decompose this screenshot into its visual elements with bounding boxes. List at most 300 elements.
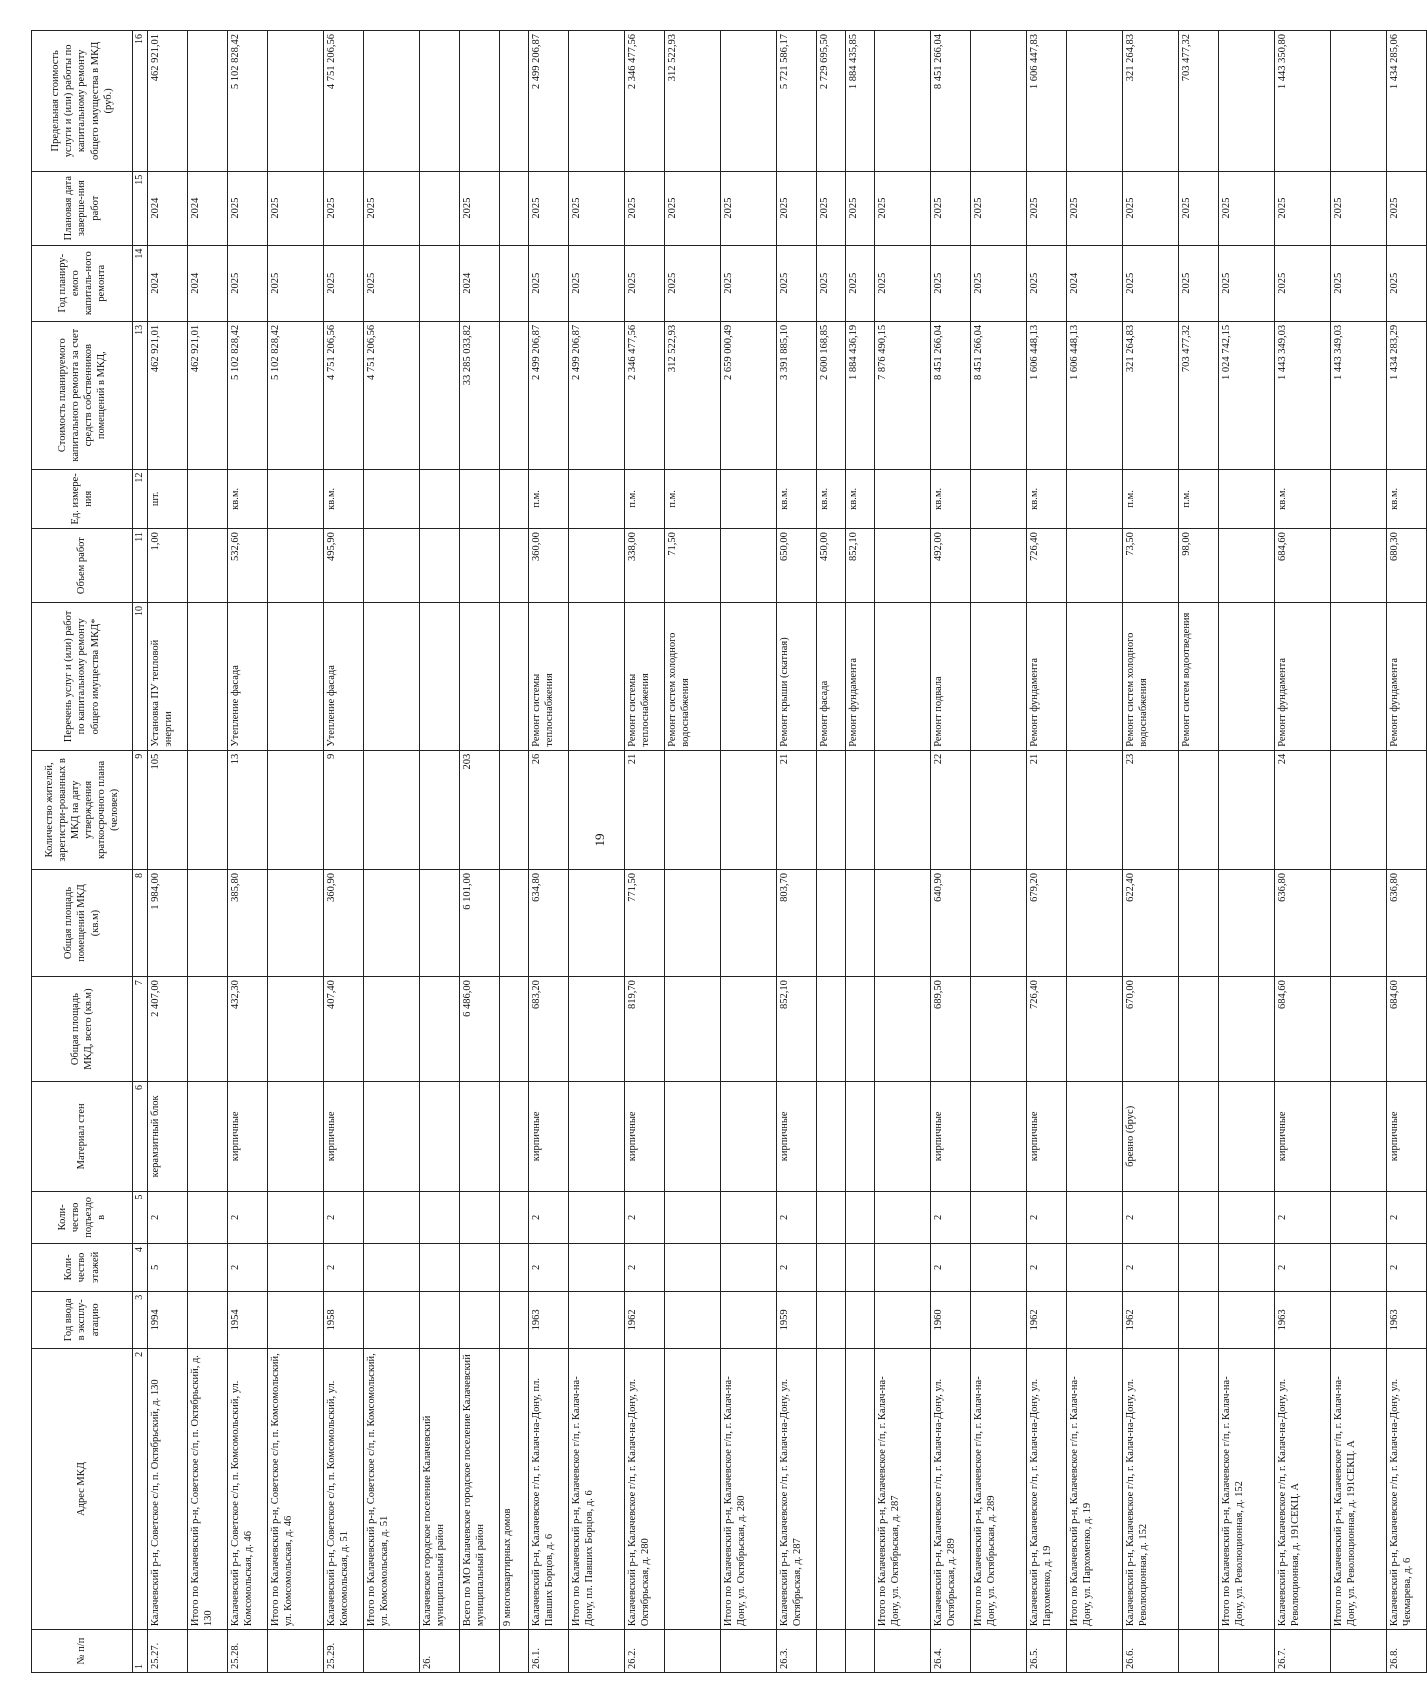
table-cell: 26.3. — [777, 1630, 817, 1673]
table-cell — [1179, 977, 1219, 1082]
table-cell: 650,00 — [777, 529, 817, 603]
table-cell: 98,00 — [1179, 529, 1219, 603]
table-cell — [460, 1244, 500, 1292]
table-cell: 2 — [324, 1191, 364, 1243]
table-cell — [569, 529, 625, 603]
table-cell — [364, 1291, 420, 1348]
table-cell: Ремонт систем холодного водоснабжения — [665, 603, 721, 751]
table-cell — [364, 869, 420, 976]
table-cell — [460, 1630, 500, 1673]
table-cell — [1179, 1244, 1219, 1292]
column-header: Количество жителей, зарегистри-рованных в МКД на дату утверждения краткосрочного плана (человек) — [32, 750, 133, 869]
table-cell — [721, 977, 777, 1082]
table-cell — [500, 245, 529, 321]
table-cell: 2025 — [1275, 171, 1331, 245]
table-cell: Итого по Калачевский р-н, Калачевское г/п, г. Калач-на-Дону, ул. Октябрьская, д. 289 — [971, 1348, 1027, 1629]
column-number: 2 — [133, 1348, 148, 1629]
table-cell: п.м. — [1123, 469, 1179, 529]
table-cell: 2 600 168,85 — [817, 321, 846, 469]
table-cell: 25.27. — [148, 1630, 188, 1673]
table-cell: 1 606 447,83 — [1027, 31, 1067, 172]
table-cell: 2 499 206,87 — [529, 31, 569, 172]
table-cell — [1219, 750, 1275, 869]
table-cell: 6 101,00 — [460, 869, 500, 976]
table-cell: Ремонт фундамента — [846, 603, 875, 751]
table-cell — [1219, 1191, 1275, 1243]
table-cell: 71,50 — [665, 529, 721, 603]
table-cell — [665, 869, 721, 976]
table-cell — [268, 529, 324, 603]
table-cell: кирпичные — [529, 1082, 569, 1192]
table-row — [228, 31, 268, 1673]
table-cell — [721, 469, 777, 529]
table-cell: 495,90 — [324, 529, 364, 603]
table-cell: 4 751 206,56 — [324, 31, 364, 172]
table-cell: 852,10 — [777, 977, 817, 1082]
table-cell: 2024 — [188, 245, 228, 321]
table-cell — [460, 31, 500, 172]
table-cell — [1387, 750, 1427, 869]
table-cell: 2025 — [1387, 171, 1427, 245]
table-cell: Итого по Калачевский р-н, Калачевское г/п, г. Калач-на-Дону, ул. Пархоменко, д. 19 — [1067, 1348, 1123, 1629]
column-number: 13 — [133, 321, 148, 469]
table-cell — [875, 1291, 931, 1348]
column-header: Год планиру-емого капиталь-ного ремонта — [32, 245, 133, 321]
table-cell: Калачевский р-н, Калачевское г/п, г. Калач-на-Дону, ул. Чекмарева, д. 6 — [1387, 1348, 1427, 1629]
table-cell — [1067, 977, 1123, 1082]
table-cell — [665, 977, 721, 1082]
table-cell: 1994 — [148, 1291, 188, 1348]
column-number: 10 — [133, 603, 148, 751]
table-cell: Калачевский р-н, Калачевское г/п, г. Калач-на-Дону, ул. Октябрьская, д. 287 — [777, 1348, 817, 1629]
table-cell: 2025 — [931, 171, 971, 245]
column-header: Коли-чество подъездо в — [32, 1191, 133, 1243]
table-cell — [721, 1082, 777, 1192]
table-cell — [268, 603, 324, 751]
table-cell: 5 102 828,42 — [228, 321, 268, 469]
table-cell — [460, 469, 500, 529]
table-cell — [817, 750, 846, 869]
table-cell: Ремонт подвала — [931, 603, 971, 751]
table-cell — [460, 1082, 500, 1192]
table-cell — [569, 1244, 625, 1292]
table-cell: Ремонт систем водоотведения — [1179, 603, 1219, 751]
table-cell: кв.м. — [931, 469, 971, 529]
table-cell — [500, 1082, 529, 1192]
table-cell: 1 984,00 — [148, 869, 188, 976]
table-cell — [1219, 603, 1275, 751]
table-cell: Калачевский р-н, Калачевское г/п, г. Калач-на-Дону, ул. Октябрьская, д. 289 — [931, 1348, 971, 1629]
table-cell: 4 751 206,56 — [324, 321, 364, 469]
table-cell: 2 — [1275, 1244, 1331, 1292]
table-cell: 2 499 206,87 — [569, 321, 625, 469]
table-cell — [846, 1630, 875, 1673]
table-row — [1027, 31, 1067, 1673]
table-row — [721, 31, 777, 1673]
table-cell — [665, 1348, 721, 1629]
table-cell — [500, 321, 529, 469]
table-cell: 25.29. — [324, 1630, 364, 1673]
table-cell — [420, 977, 460, 1082]
table-cell: Калачевский р-н, Калачевское г/п, г. Калач-на-Дону, ул. Октябрьская, д. 280 — [625, 1348, 665, 1629]
table-cell — [875, 750, 931, 869]
table-cell: 2025 — [721, 245, 777, 321]
table-cell: 8 451 266,04 — [931, 321, 971, 469]
table-cell — [1219, 1291, 1275, 1348]
table-cell: 312 522,93 — [665, 321, 721, 469]
table-cell: 6 486,00 — [460, 977, 500, 1082]
table-cell: 636,80 — [1275, 869, 1331, 976]
table-cell: 26.8. — [1387, 1630, 1427, 1673]
table-cell — [1067, 529, 1123, 603]
table-cell — [1331, 750, 1387, 869]
table-cell: 679,20 — [1027, 869, 1067, 976]
table-row — [420, 31, 460, 1673]
table-cell: 2 499 206,87 — [529, 321, 569, 469]
table-cell — [817, 1291, 846, 1348]
table-cell: Ремонт систем холодного водоснабжения — [1123, 603, 1179, 751]
table-cell — [500, 750, 529, 869]
table-cell: Ремонт фундамента — [1275, 603, 1331, 751]
table-cell: 2 — [625, 1244, 665, 1292]
table-cell — [268, 1291, 324, 1348]
table-row — [1331, 31, 1387, 1673]
table-cell: 2025 — [846, 171, 875, 245]
table-cell: Калачевский р-н, Калачевское г/п, г. Калач-на-Дону, ул. Революционная, д. 152 — [1123, 1348, 1179, 1629]
table-cell: 5 — [148, 1244, 188, 1292]
table-cell — [500, 977, 529, 1082]
table-cell: п.м. — [1179, 469, 1219, 529]
column-number: 9 — [133, 750, 148, 869]
table-cell: 2025 — [1179, 171, 1219, 245]
column-header: Перечень услуг и (или) работ по капитальному ремонту общего имущества МКД* — [32, 603, 133, 751]
table-cell: бревно (брус) — [1123, 1082, 1179, 1192]
table-cell: 26.2. — [625, 1630, 665, 1673]
table-cell — [1067, 469, 1123, 529]
table-cell — [1179, 1082, 1219, 1192]
table-cell — [1067, 750, 1123, 869]
table-cell: 2 — [1027, 1191, 1067, 1243]
table-cell: 2025 — [228, 171, 268, 245]
table-cell — [188, 869, 228, 976]
table-cell: 1 443 349,03 — [1275, 321, 1331, 469]
table-cell: 2 — [529, 1244, 569, 1292]
table-cell: кирпичные — [1027, 1082, 1067, 1192]
column-number: 15 — [133, 171, 148, 245]
table-cell: 4 751 206,56 — [364, 321, 420, 469]
table-cell: кв.м. — [324, 469, 364, 529]
table-cell — [460, 603, 500, 751]
table-cell: Итого по Калачевский р-н, Советское с/п, п. Комсомольский, ул. Комсомольская, д. 51 — [364, 1348, 420, 1629]
table-cell: 203 — [460, 750, 500, 869]
table-cell: 5 721 586,17 — [777, 31, 817, 172]
table-cell — [665, 1244, 721, 1292]
table-cell: 2025 — [1027, 245, 1067, 321]
table-cell: 5 102 828,42 — [228, 31, 268, 172]
table-cell — [569, 1082, 625, 1192]
table-cell — [1331, 1630, 1387, 1673]
table-row — [971, 31, 1027, 1673]
table-cell — [875, 977, 931, 1082]
table-cell — [721, 1291, 777, 1348]
table-cell: 726,40 — [1027, 977, 1067, 1082]
table-cell: 2 — [324, 1244, 364, 1292]
table-cell — [364, 529, 420, 603]
table-cell — [1331, 1191, 1387, 1243]
column-header: Ед. измере-ния — [32, 469, 133, 529]
page-number: 19 — [592, 833, 607, 847]
table-cell: 634,80 — [529, 869, 569, 976]
table-cell: 9 многоквартирных домов — [500, 1348, 529, 1629]
table-cell — [188, 1191, 228, 1243]
table-cell — [569, 469, 625, 529]
table-cell — [364, 31, 420, 172]
table-cell: 2025 — [846, 245, 875, 321]
table-cell — [364, 750, 420, 869]
table-cell: 9 — [324, 750, 364, 869]
header-row — [32, 31, 133, 1673]
table-row — [324, 31, 364, 1673]
column-header: № п/п — [32, 1630, 133, 1673]
table-cell — [971, 529, 1027, 603]
table-cell — [971, 750, 1027, 869]
table-cell: 21 — [777, 750, 817, 869]
table-cell: 2025 — [1219, 171, 1275, 245]
table-cell — [1219, 529, 1275, 603]
table-cell: кирпичные — [931, 1082, 971, 1192]
column-header: Плановая дата заверше-ния работ — [32, 171, 133, 245]
table-cell: кирпичные — [1275, 1082, 1331, 1192]
table-cell: Калачевский р-н, Калачевское г/п, г. Калач-на-Дону, пл. Павших Борцов, д. 6 — [529, 1348, 569, 1629]
table-cell: 2025 — [665, 171, 721, 245]
column-header: Объем работ — [32, 529, 133, 603]
table-cell: 1 884 436,19 — [846, 321, 875, 469]
table-cell — [875, 603, 931, 751]
table-row — [529, 31, 569, 1673]
table-cell: Утепление фасада — [228, 603, 268, 751]
table-cell — [569, 31, 625, 172]
table-cell: 2025 — [817, 245, 846, 321]
table-row — [875, 31, 931, 1673]
table-cell: 7 876 490,15 — [875, 321, 931, 469]
table-cell: 2 — [1387, 1244, 1427, 1292]
table-row — [1387, 31, 1427, 1673]
table-cell: 2025 — [625, 245, 665, 321]
table-cell: п.м. — [625, 469, 665, 529]
table-cell: кв.м. — [846, 469, 875, 529]
table-cell: кирпичные — [228, 1082, 268, 1192]
table-cell — [721, 1191, 777, 1243]
column-number: 16 — [133, 31, 148, 172]
table-cell — [500, 869, 529, 976]
table-cell: 2025 — [1275, 245, 1331, 321]
table-cell — [1331, 1082, 1387, 1192]
table-cell — [1067, 1082, 1123, 1192]
table-cell: 492,00 — [931, 529, 971, 603]
table-cell — [665, 1191, 721, 1243]
table-row — [460, 31, 500, 1673]
table-cell: 1,00 — [148, 529, 188, 603]
table-cell: 684,60 — [1275, 977, 1331, 1082]
table-cell: 407,40 — [324, 977, 364, 1082]
table-cell — [569, 750, 625, 869]
table-cell — [420, 321, 460, 469]
table-cell — [420, 31, 460, 172]
table-cell: 1963 — [529, 1291, 569, 1348]
table-row — [569, 31, 625, 1673]
table-cell — [188, 1291, 228, 1348]
table-cell: 2025 — [1179, 245, 1219, 321]
table-cell: 2024 — [460, 245, 500, 321]
table-cell: 2025 — [324, 171, 364, 245]
table-cell — [188, 603, 228, 751]
table-cell: 1 434 285,06 — [1387, 31, 1427, 172]
table-cell: 23 — [1123, 750, 1179, 869]
column-number: 12 — [133, 469, 148, 529]
table-cell: 1 884 435,85 — [846, 31, 875, 172]
table-cell — [1219, 1630, 1275, 1673]
table-cell: 771,50 — [625, 869, 665, 976]
table-row — [268, 31, 324, 1673]
table-cell — [1067, 869, 1123, 976]
table-cell — [1331, 31, 1387, 172]
table-cell: 1 606 448,13 — [1027, 321, 1067, 469]
table-cell — [460, 1191, 500, 1243]
table-cell: кирпичные — [324, 1082, 364, 1192]
table-cell — [268, 469, 324, 529]
table-cell: Ремонт крыши (скатная) — [777, 603, 817, 751]
table-cell: кирпичные — [1387, 1082, 1427, 1192]
table-cell: 462 921,01 — [148, 321, 188, 469]
table-cell: Калачевское городское поселение Калачевский муниципальный район — [420, 1348, 460, 1629]
table-cell: 2 407,00 — [148, 977, 188, 1082]
table-cell: 2025 — [721, 171, 777, 245]
table-cell — [846, 977, 875, 1082]
table-cell: Всего по МО Калачевское городское поселение Калачевский муниципальный район — [460, 1348, 500, 1629]
table-row — [1123, 31, 1179, 1673]
table-cell: 622,40 — [1123, 869, 1179, 976]
table-cell: Калачевский р-н, Советское с/п, п. Комсомольский, ул. Комсомольская, д. 51 — [324, 1348, 364, 1629]
table-cell — [420, 1291, 460, 1348]
table-cell: кирпичные — [625, 1082, 665, 1192]
table-cell: 2 346 477,56 — [625, 31, 665, 172]
table-cell: Итого по Калачевский р-н, Калачевское г/п, г. Калач-на-Дону, пл. Павших Борцов, д. 6 — [569, 1348, 625, 1629]
table-cell — [1179, 750, 1219, 869]
table-cell: 2025 — [1219, 245, 1275, 321]
repair-plan-table — [31, 30, 1427, 1673]
table-cell: п.м. — [529, 469, 569, 529]
table-cell: 26.1. — [529, 1630, 569, 1673]
table-cell — [420, 245, 460, 321]
table-cell: 2025 — [268, 171, 324, 245]
column-number: 5 — [133, 1191, 148, 1243]
table-cell — [721, 1630, 777, 1673]
table-cell: 2025 — [1027, 171, 1067, 245]
column-number: 7 — [133, 977, 148, 1082]
table-cell: 670,00 — [1123, 977, 1179, 1082]
table-cell — [1331, 1291, 1387, 1348]
table-cell: 2024 — [148, 245, 188, 321]
table-cell: 2025 — [1331, 171, 1387, 245]
table-cell — [665, 1630, 721, 1673]
table-row — [148, 31, 188, 1673]
table-cell — [1067, 1291, 1123, 1348]
table-cell: 312 522,93 — [665, 31, 721, 172]
table-cell — [665, 1291, 721, 1348]
table-row — [364, 31, 420, 1673]
table-cell: 683,20 — [529, 977, 569, 1082]
table-cell — [420, 869, 460, 976]
table-cell: 2025 — [777, 171, 817, 245]
table-cell — [817, 869, 846, 976]
table-cell: 1 443 349,03 — [1331, 321, 1387, 469]
table-cell — [846, 869, 875, 976]
table-cell — [460, 1291, 500, 1348]
table-cell — [817, 1191, 846, 1243]
table-cell: 2 729 695,50 — [817, 31, 846, 172]
table-cell: 703 477,32 — [1179, 31, 1219, 172]
table-cell: 1963 — [1387, 1291, 1427, 1348]
table-cell — [875, 1630, 931, 1673]
table-cell — [875, 469, 931, 529]
table-cell — [846, 1191, 875, 1243]
table-cell: 26. — [420, 1630, 460, 1673]
table-cell — [971, 31, 1027, 172]
table-cell: 1962 — [1027, 1291, 1067, 1348]
table-cell: 462 921,01 — [188, 321, 228, 469]
column-header: Коли-чество этажей — [32, 1244, 133, 1292]
table-cell — [268, 31, 324, 172]
table-cell — [500, 529, 529, 603]
table-cell: 2 — [1123, 1244, 1179, 1292]
table-cell — [188, 1082, 228, 1192]
table-cell — [188, 529, 228, 603]
table-cell — [420, 1244, 460, 1292]
table-cell — [1219, 31, 1275, 172]
table-cell: 2025 — [1123, 245, 1179, 321]
table-cell — [817, 1630, 846, 1673]
table-cell: 26.4. — [931, 1630, 971, 1673]
table-cell — [1179, 1291, 1219, 1348]
table-cell: 2 — [777, 1244, 817, 1292]
table-cell — [500, 603, 529, 751]
table-cell: 33 285 033,82 — [460, 321, 500, 469]
table-cell — [420, 469, 460, 529]
table-cell: 2 — [1387, 1191, 1427, 1243]
table-cell: 432,30 — [228, 977, 268, 1082]
table-cell — [846, 750, 875, 869]
table-cell: 24 — [1275, 750, 1331, 869]
table-cell: кв.м. — [1027, 469, 1067, 529]
table-cell: керамзитный блок — [148, 1082, 188, 1192]
table-cell: 5 102 828,42 — [268, 321, 324, 469]
column-number: 14 — [133, 245, 148, 321]
table-cell: 2025 — [1123, 171, 1179, 245]
table-cell: 2 — [529, 1191, 569, 1243]
table-cell: Ремонт фундамента — [1387, 603, 1427, 751]
table-cell: 8 451 266,04 — [931, 31, 971, 172]
table-cell — [875, 529, 931, 603]
table-cell — [846, 1291, 875, 1348]
table-cell: 2025 — [931, 245, 971, 321]
table-cell — [268, 750, 324, 869]
table-cell — [721, 31, 777, 172]
column-number: 3 — [133, 1291, 148, 1348]
table-cell: 2025 — [875, 171, 931, 245]
table-cell — [875, 1082, 931, 1192]
table-cell: 2 346 477,56 — [625, 321, 665, 469]
table-cell — [971, 977, 1027, 1082]
